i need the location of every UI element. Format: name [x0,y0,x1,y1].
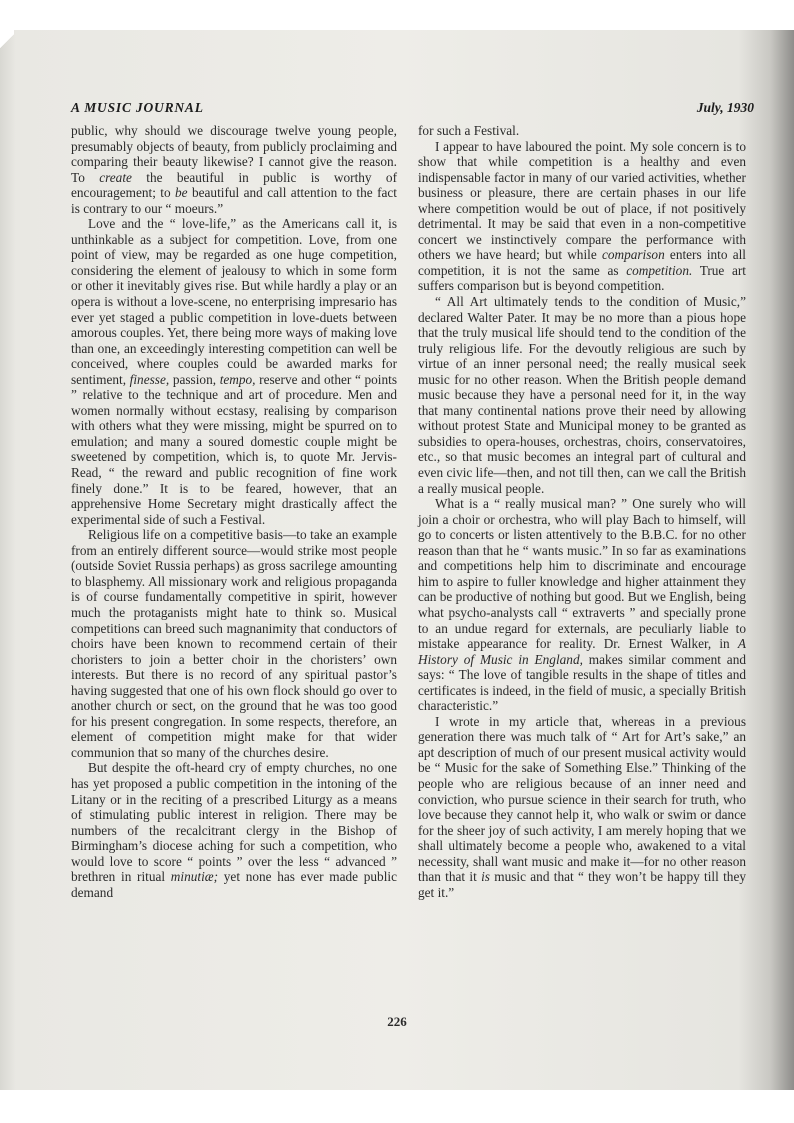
italic-text: is [481,869,490,885]
italic-text: minutiæ; [170,869,219,885]
italic-text: create [99,169,132,185]
text-span: for such a Festival. [418,123,520,138]
text-span: public, why should we discourage twelve young people, presumably objects of beauty, from publicly proclaiming and comparing their beauty likewise? I cannot give the reason. To [71,123,397,185]
text-span: True art suffers comparison but is beyond competition. [418,262,746,294]
text-span: I appear to have laboured the point. My sole concern is to show that while competition is a healthy and even indispensable factor in many of our varied activities, whether business or pleasure, there are certain phases in our life where competition would be out of place, if not positively detrimental. It may be said that even in a non-competitive concert we instinctively compare the performance with others we have heard; but while [418,138,746,263]
paragraph [418,714,746,901]
text-span: passion, [169,371,220,387]
text-span: the beautiful in public is worthy of encouragement; to [71,169,397,201]
paragraph [418,496,746,714]
text-span: What is a “ really musical man? ” One surely who will join a choir or orchestra, who will play Bach to himself, will go to concerts or listen attentively to the B.B.C. for no other reason than that he “ wants music.” In so far as examinations and competitions help him to discriminate and encourage him to aspire to fuller knowledge and higher attainment they can be productive of nothing but good. But we English, being what psycho-analysts call “ extraverts ” and specially prone to an undue regard for externals, are peculiarly liable to mistake appearance for reality. Dr. Ernest Walker, in [418,496,746,652]
text-span: I wrote in my article that, whereas in a previous generation there was much talk of “ Art for Art’s sake,” an apt description of much of our present musical activity would be “ Music for the sake of Something Else.” Thinking of the people who are religious because of an inner need and conviction, who pursue science in their search for truth, who love because they cannot help it, who walk or swim or dance for the sheer joy of such activity, I am merely hoping that we shall ultimately become a people who, awakened to a vital necessity, shall want music and make it—for no other reason than that it [418,713,746,885]
italic-text: A History of Music in England, [418,636,746,667]
italic-text: be [175,185,188,201]
italic-text: finesse, [129,371,170,387]
paragraph [71,760,397,900]
text-span: beautiful and call attention to the fact is contrary to our “ moeurs.” [71,185,397,216]
journal-title: A MUSIC JOURNAL [71,100,204,115]
text-span: reserve and other “ points ” relative to the technique and art of procedure. Men and women normally without ecstasy, realising by comparison with others what they were missing, might be spurred on to emulation; and many a soured domestic couple might be sweetened by competition, which is, to quote Mr. Jervis-Read, “ the reward and public recognition of fine work finely done.” It is to be feared, however, that an apprehensive Home Secretary might drastically affect the experimental side of such a Festival. [71,371,398,527]
paragraph [71,216,397,527]
left-column [71,123,397,900]
italic-text: comparison [601,247,665,263]
paragraph [418,294,746,496]
paragraph [418,123,746,139]
text-span: “ All Art ultimately tends to the condition of Music,” declared Walter Pater. It may be no more than a pious hope that the truly musical life should tend to the condition of the truly religious life. For the devoutly religious are such by virtue of an inner personal need; the really musical seek music for no other reason. When the British people demand music because they have a personal need for it, in the way that many continental nations prove their need by allowing without protest State and Municipal money to be granted as subsidies to opera-houses, orchestras, choirs, conservatoires, etc., so that music becomes an integral part of cultural and even civic life—then, and not till then, can we call the British a really musical people. [418,294,746,496]
text-span: Religious life on a competitive basis—to take an example from an entirely different source—would strike most people (outside Soviet Russia perhaps) as gross sacrilege amounting to blasphemy. All missionary work and religious propaganda is of course fundamentally competitive in spirit, however much the protaganists might hate to think so. Musical competitions can breed such magnanimity that conductors of choirs have been known to recommend certain of their choristers to join a better choir in the choristers’ own interests. But there is no record of any spiritual pastor’s having suggested that one of his own flock should go over to another church or sect, on the ground that he was too good for his present congregation. In some respects, therefore, an element of competition might make for that wider communion that so many of the churches desire. [71,527,397,760]
paragraph [71,527,397,760]
text-span: But despite the oft-heard cry of empty churches, no one has yet proposed a public competition in the intoning of the Litany or in the reciting of a prescribed Liturgy as a means of stimulating public interest in religion. There may be numbers of the recalcitrant clergy in the Bishop of Birmingham’s diocese aching for such a competition, who would love to score “ points ” over the less “ advanced ” brethren in ritual [71,760,397,885]
paragraph [418,139,746,294]
issue-date: July, 1930 [696,100,754,115]
text-span: Love and the “ love-life,” as the Americans call it, is unthinkable as a subject for competition. Love, from one point of view, may be regarded as one huge competition, considering the element of jealousy to which in some form or other it inevitably gives rise. But while hardly a play or an opera is without a love-scene, no enterprising impresario has ever yet staged a public competition in love-duets between amorous couples. Yet, there being more ways of making love than one, an exceedingly interesting competition can well be conceived, where couples could be awarded marks for sentiment, [71,216,397,387]
running-header [71,100,754,118]
text-span: music and that “ they won’t be happy till they get it.” [418,869,746,900]
text-span: enters into all competition, it is not the same as [418,247,746,278]
text-span: yet none has ever made public demand [71,869,397,900]
page-corner-fold [0,30,14,52]
italic-text: tempo, [219,371,256,387]
paragraph [71,123,397,216]
right-column [418,123,746,900]
page-number: 226 [387,1014,407,1029]
italic-text: competition. [626,262,693,278]
text-span: makes similar comment and says: “ The love of tangible results in the shape of titles and certificates is indeed, in the field of music, a specially British characteristic.” [418,651,746,714]
